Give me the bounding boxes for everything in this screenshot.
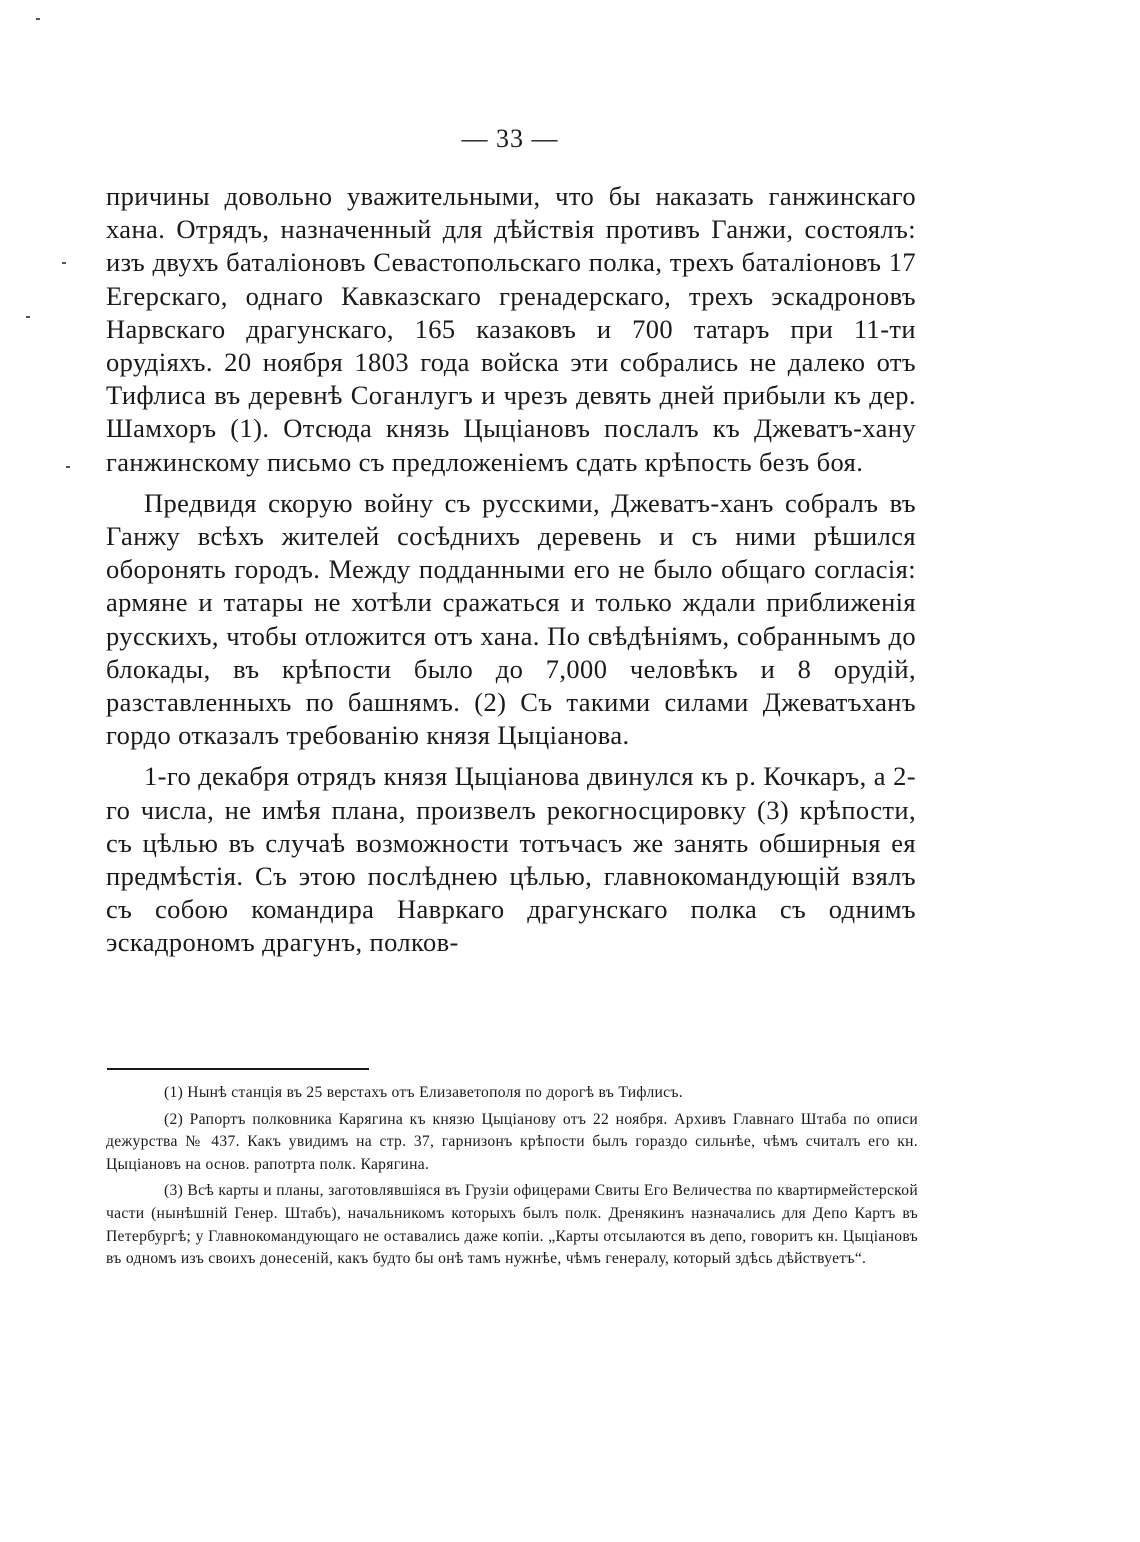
scan-speck [26, 316, 30, 318]
page-number: — 33 — [461, 124, 559, 153]
footnote-3: (3) Всѣ карты и планы, заготовлявшіяся въ Грузіи офицерами Свиты Его Величества по квартирмейстерской части (нынѣшній Генер. Штабъ), начальникомъ которыхъ былъ полк. Дренякинъ назначались для Депо Картъ въ Петербургѣ; у Главнокомандующаго не оставались даже копіи. „Карты отсылаются въ депо, говоритъ кн. Цыціановъ въ одномъ изъ своихъ донесеній, какъ будто бы онѣ тамъ нужнѣе, чѣмъ генералу, который здѣсь дѣйствуетъ“. [106, 1182, 918, 1268]
footnote-divider [107, 1068, 369, 1070]
paragraph-1: причины довольно уважительными, что бы наказать ганжинскаго хана. Отрядъ, назначенный для дѣйствія противъ Ганжи, состоялъ: изъ двухъ баталіоновъ Севастопольскаго полка, трехъ баталіоновъ 17 Егерскаго, однаго Кавказскаго гренадерскаго, трехъ эскадроновъ Нарвскаго драгунскаго, 165 казаковъ и 700 татаръ при 11-ти орудіяхъ. 20 ноября 1803 года войска эти собрались не далеко отъ Тифлиса въ деревнѣ Соганлугъ и чрезъ девять дней прибыли къ дер. Шамхоръ (1). Отсюда князь Цыціановъ послалъ къ Джеватъ-хану ганжинскому письмо съ предложеніемъ сдать крѣпость безъ боя. [106, 181, 916, 477]
paragraph-2: Предвидя скорую войну съ русскими, Джеватъ-ханъ собралъ въ Ганжу всѣхъ жителей сосѣднихъ деревень и съ ними рѣшился оборонять городъ. Между подданными его не было общаго согласія: армяне и татары не хотѣли сражаться и только ждали приближенія русскихъ, чтобы отложится отъ хана. По свѣдѣніямъ, собраннымъ до блокады, въ крѣпости было до 7,000 человѣкъ и 8 орудій, разставленныхъ по башнямъ. (2) Съ такими силами Джеватъханъ гордо отказалъ требованію князя Цыціанова. [106, 487, 916, 751]
paragraph-3: 1-го декабря отрядъ князя Цыціанова двинулся къ р. Кочкаръ, а 2-го числа, не имѣя плана, произвелъ рекогносцировку (3) крѣпости, съ цѣлью въ случаѣ возможности тотъчасъ же занять обширныя ея предмѣстія. Съ этою послѣднею цѣлью, главнокомандующій взялъ съ собою командира Навркаго драгунскаго полка съ однимъ эскадрономъ драгунъ, полков- [106, 761, 916, 958]
main-text [106, 180, 916, 968]
footnotes [106, 1082, 918, 1275]
footnote-2: (2) Рапортъ полковника Карягина къ князю Цыціанову отъ 22 ноября. Архивъ Главнаго Штаба по описи дежурства № 437. Какъ увидимъ на стр. 37, гарнизонъ крѣпости былъ гораздо сильнѣе, чѣмъ считалъ его кн. Цыціановъ на основ. рапотрта полк. Карягина. [106, 1110, 918, 1173]
scan-speck [36, 18, 40, 20]
scan-speck [66, 466, 70, 468]
scan-speck [62, 262, 66, 264]
footnote-1: (1) Нынѣ станція въ 25 верстахъ отъ Елизаветополя по дорогѣ въ Тифлисъ. [164, 1084, 683, 1101]
